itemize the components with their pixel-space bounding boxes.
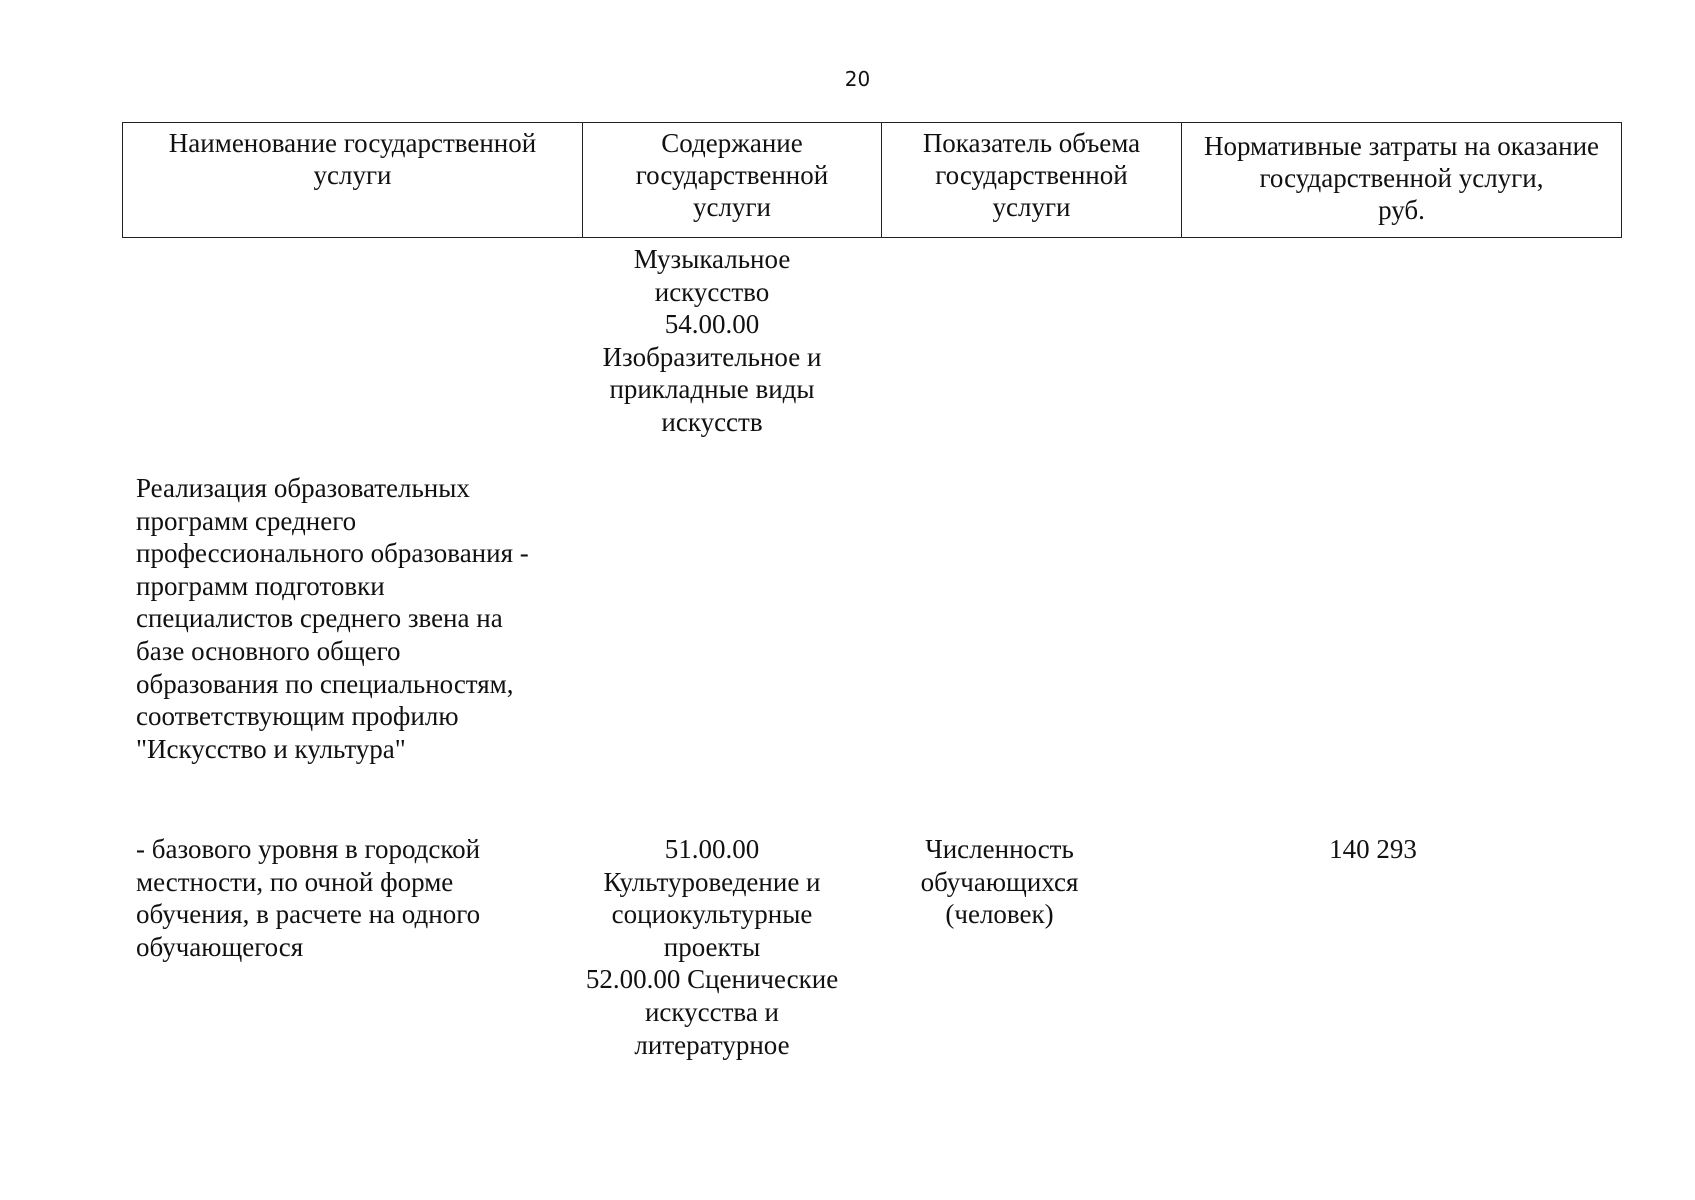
continuation-content-cell: Музыкальное искусство 54.00.00 Изобразительное и прикладные виды искусств xyxy=(602,244,822,437)
header-service-content xyxy=(583,123,882,238)
row-service-name: - базового уровня в городской местности, по очной форме обучения, в расчете на одного обучающегося xyxy=(136,834,481,962)
page-number: 20 xyxy=(844,67,871,91)
row-service-content: 51.00.00 Культуроведение и социокультурные проекты 52.00.00 Сценические искусства и литературное xyxy=(585,834,839,1060)
service-group-name: Реализация образовательных программ среднего профессионального образования - программ подготовки специалистов среднего звена на базе основного общего образования по специальностям, соответствующим профилю "Искусство и культура" xyxy=(136,473,529,764)
header-normative-cost xyxy=(1182,123,1622,238)
table-header xyxy=(122,122,1622,238)
table-header-row xyxy=(123,123,1622,238)
header-service-content-text: Содержание государственной услуги xyxy=(635,128,829,222)
header-service-name xyxy=(123,123,583,238)
header-volume-indicator xyxy=(882,123,1182,238)
header-normative-cost-text: Нормативные затраты на оказание государственной услуги, руб. xyxy=(1203,131,1600,225)
row-normative-cost: 140 293 xyxy=(1329,834,1417,864)
row-volume-indicator: Численность обучающихся (человек) xyxy=(920,834,1079,930)
header-service-name-text: Наименование государственной услуги xyxy=(168,128,537,190)
header-volume-indicator-text: Показатель объема государственной услуги xyxy=(922,128,1141,222)
